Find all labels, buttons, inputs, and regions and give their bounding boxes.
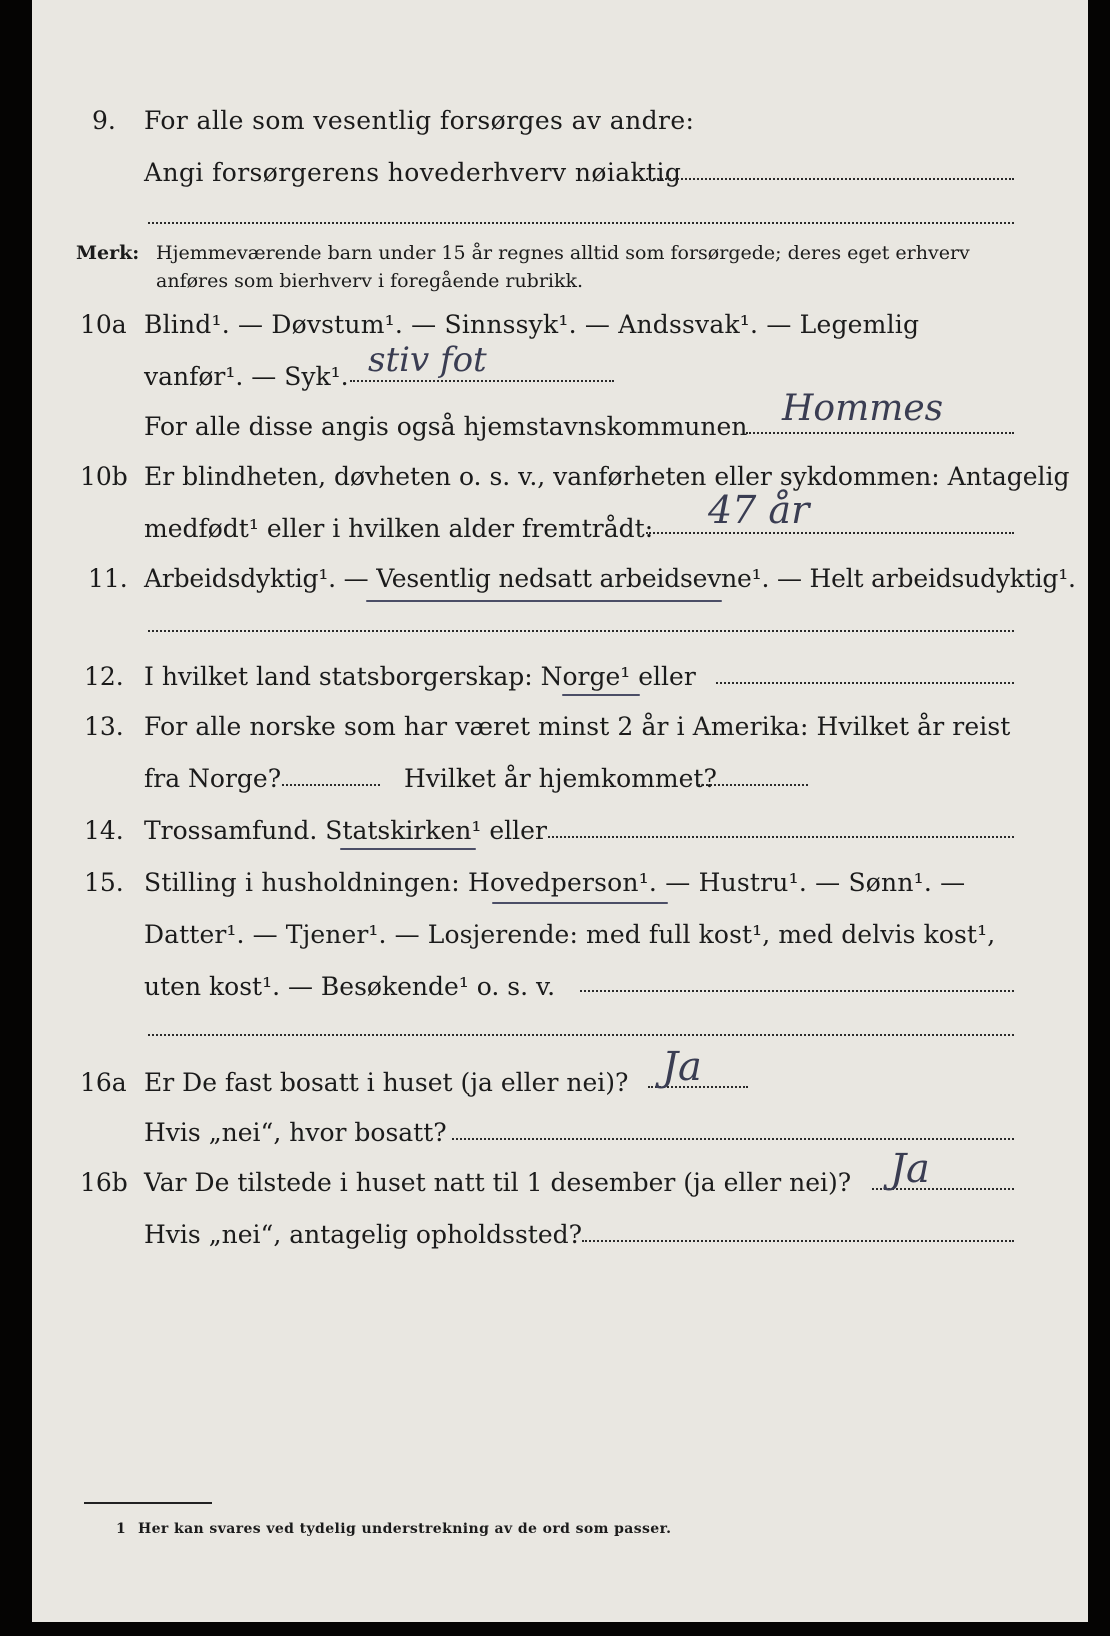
- q13-reist-line: [282, 784, 380, 786]
- q14-number: 14.: [84, 816, 124, 845]
- q11-underline-vesentlig: [366, 600, 722, 602]
- q15-answer-line: [580, 990, 1014, 992]
- q16b-line1: Var De tilstede i huset natt til 1 desember (ja eller nei)?: [144, 1168, 852, 1197]
- q13-number: 13.: [84, 712, 124, 741]
- q13-line2b: Hvilket år hjemkommet?: [404, 764, 717, 793]
- q12-line1: I hvilket land statsborgerskap: Norge¹ eller: [144, 662, 696, 691]
- q15-line3: uten kost¹. — Besøkende¹ o. s. v.: [144, 972, 556, 1001]
- census-form-page: [32, 0, 1088, 1622]
- q9-answer-line-2: [148, 222, 1014, 224]
- q12-underline-norge: [562, 694, 640, 696]
- q10a-number: 10a: [80, 310, 127, 339]
- q10a-handwritten-kommune: Hommes: [782, 388, 944, 429]
- footnote-mark: 1: [116, 1521, 126, 1537]
- q10b-handwritten-age: 47 år: [708, 488, 810, 532]
- q10b-line2: medfødt¹ eller i hvilken alder fremtrådt:: [144, 514, 654, 543]
- q13-hjemkommet-line: [698, 784, 808, 786]
- q14-answer-line: [548, 836, 1014, 838]
- q15-line2: Datter¹. — Tjener¹. — Losjerende: med full kost¹, med delvis kost¹,: [144, 920, 996, 949]
- q10b-line1: Er blindheten, døvheten o. s. v., vanførheten eller sykdommen: Antagelig: [144, 462, 1070, 491]
- q9-line2: Angi forsørgerens hovederhverv nøiaktig: [144, 158, 682, 187]
- q13-line2a: fra Norge?: [144, 764, 282, 793]
- q9-answer-line: [646, 178, 1014, 180]
- q9-line1: For alle som vesentlig forsørges av andre:: [144, 106, 695, 135]
- footnote-text: Her kan svares ved tydelig understrekning av de ord som passer.: [138, 1521, 672, 1537]
- q16b-number: 16b: [80, 1168, 128, 1197]
- q16b-opholdssted-line: [582, 1240, 1014, 1242]
- q14-line1: Trossamfund. Statskirken¹ eller: [144, 816, 547, 845]
- q10a-kommune-line: [746, 432, 1014, 434]
- q10a-line3: For alle disse angis også hjemstavnskommunen: [144, 412, 748, 441]
- merk-line2: anføres som bierhverv i foregående rubrikk.: [156, 270, 584, 292]
- q11-line1: Arbeidsdyktig¹. — Vesentlig nedsatt arbeidsevne¹. — Helt arbeidsudyktig¹.: [144, 564, 1076, 593]
- q12-answer-line: [716, 682, 1014, 684]
- q16a-handwritten-answer: Ja: [662, 1044, 702, 1090]
- q14-underline-statskirken: [340, 848, 476, 850]
- q16b-handwritten-answer: Ja: [890, 1146, 930, 1192]
- q10a-line2: vanfør¹. — Syk¹.: [144, 362, 349, 391]
- q16b-line2: Hvis „nei“, antagelig opholdssted?: [144, 1220, 583, 1249]
- q16a-line2: Hvis „nei“, hvor bosatt?: [144, 1118, 447, 1147]
- q11-number: 11.: [88, 564, 128, 593]
- footnote-rule: [84, 1502, 212, 1504]
- q10a-syk-line: [350, 380, 614, 382]
- q13-line1: For alle norske som har været minst 2 år i Amerika: Hvilket år reist: [144, 712, 1011, 741]
- q10a-handwritten-syk: stiv fot: [368, 340, 487, 380]
- q10b-age-line: [646, 532, 1014, 534]
- q16a-line1: Er De fast bosatt i huset (ja eller nei)?: [144, 1068, 629, 1097]
- q15-underline-hovedperson: [492, 902, 668, 904]
- merk-line1: Hjemmeværende barn under 15 år regnes alltid som forsørgede; deres eget erhverv: [156, 242, 970, 264]
- q12-number: 12.: [84, 662, 124, 691]
- q16a-bosatt-line: [452, 1138, 1014, 1140]
- q15-number: 15.: [84, 868, 124, 897]
- q10b-number: 10b: [80, 462, 128, 491]
- q11-answer-line: [148, 630, 1014, 632]
- q10a-line1: Blind¹. — Døvstum¹. — Sinnssyk¹. — Andssvak¹. — Legemlig: [144, 310, 920, 339]
- merk-label: Merk:: [76, 242, 140, 264]
- q15-answer-line-2: [148, 1034, 1014, 1036]
- q15-line1: Stilling i husholdningen: Hovedperson¹. — Hustru¹. — Sønn¹. —: [144, 868, 966, 897]
- q16a-number: 16a: [80, 1068, 127, 1097]
- q9-number: 9.: [92, 106, 116, 135]
